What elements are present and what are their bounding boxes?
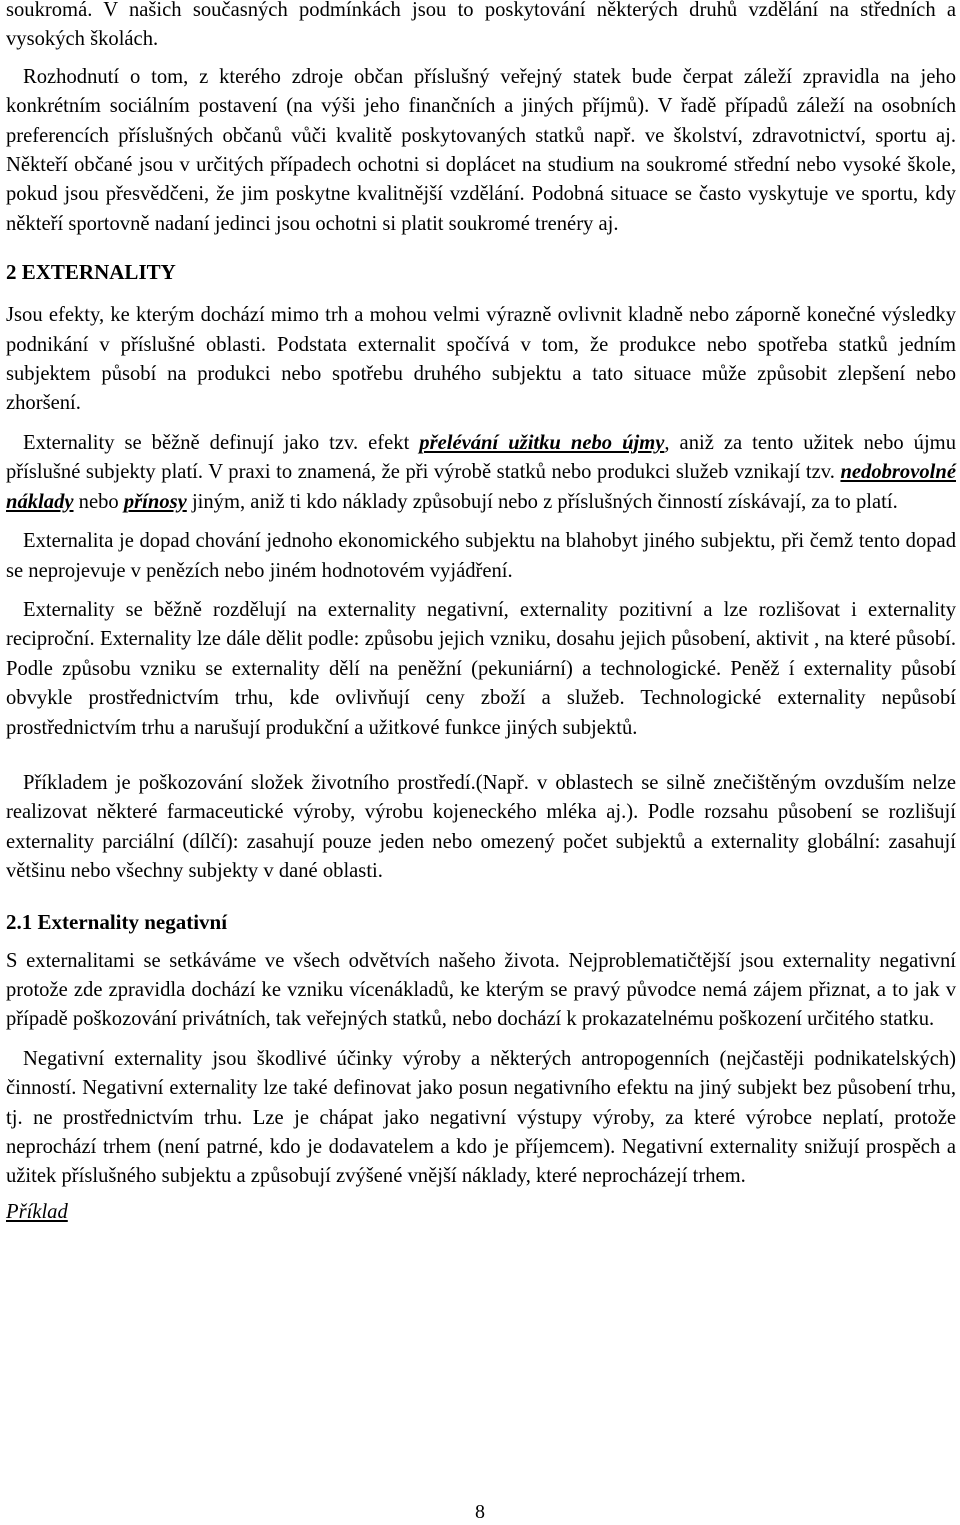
example-label (6, 1198, 956, 1227)
emphasis-spillover: přelévání užitku nebo újmy (419, 431, 665, 454)
document-page (6, 0, 956, 1227)
subsection-heading-negative: 2.1 Externality negativní (6, 909, 228, 934)
example-link-text: Příklad (6, 1200, 68, 1223)
paragraph-externality-types: Externality se běžně rozdělují na externality negativní, externality pozitivní a lze rozlišovat i externality reciproční. Externality lze dále dělit podle: způsobu jejich vzniku, dosahu jejich působení, aktivit , na které působí. Podle způsobu vzniku se externality dělí na peněžní (pekuniární) a technologické. Peněž í externality působí obvykle prostřednictvím trhu, kde ovlivňují ceny zboží a služeb. Technologické externality nepůsobí prostřednictvím trhu a narušují produkční a užitkové funkce jiných subjektů. (6, 598, 956, 739)
paragraph-externality-definition: Jsou efekty, ke kterým dochází mimo trh a mohou velmi výrazně ovlivnit kladně nebo záporně konečné výsledky podnikání v příslušné oblasti. Podstata externalit spočívá v tom, že produkce nebo spotřeba statků jedním subjektem působí na produkci nebo spotřebu druhého subjektu a tato situace může způsobit zlepšení nebo zhoršení. (6, 304, 956, 415)
emphasis-benefits: přínosy (123, 490, 187, 513)
text-span: , aniž za tento užitek nebo újmu příslušné subjekty platí. V praxi to znamená, že při výrobě statků nebo produkci služeb vznikají tzv. (6, 431, 956, 484)
text-span: nebo (73, 490, 124, 513)
paragraph-intro: soukromá. V našich současných podmínkách jsou to poskytování některých druhů vzdělání na středních a vysokých školách. (6, 0, 956, 51)
paragraph-negative-definition: Negativní externality jsou škodlivé účinky výroby a některých antropogenních (nejčastěji podnikatelských) činností. Negativní externality lze také definovat jako posun negativního efektu na jiný subjekt bez působení trhu, tj. ne prostřednictvím trhu. Lze je chápat jako negativní výstupy výroby, za které výrobce neplatí, protože neprochází trhem (není patrné, kdo je dodavatelem a kdo je příjemcem). Negativní externality snižují prospěch a užitek příslušného subjektu a způsobují zvýšené vnější náklady, které neprocházejí trhem. (6, 1047, 956, 1188)
page-number: 8 (475, 1501, 485, 1523)
paragraph-spillover (6, 429, 956, 517)
paragraph-negative-intro: S externalitami se setkáváme ve všech odvětvích našeho života. Nejproblematičtější jsou externality negativní protože zde zpravidla dochází ke vzniku vícenákladů, ke kterým se pravý původce nemá zájem přiznat, a to jak v případě poškozování privátních, tak veřejných statků, nebo dochází k prokazatelnému poškození určitého statku. (6, 949, 956, 1031)
paragraph-source-choice: Rozhodnutí o tom, z kterého zdroje občan příslušný veřejný statek bude čerpat záleží zpravidla na jeho konkrétním sociálním postavení (na výši jeho finančních a jiných příjmů). V řadě případů záleží na osobních preferencích příslušných občanů vůči kvalitě poskytovaných statků např. ve školství, zdravotnictví, sportu aj. Někteří občané jsou v určitých případech ochotni si doplácet na studium na soukromé střední nebo vysoké škole, pokud jsou přesvědčeni, že jim poskytne kvalitnější vzdělání. Podobná situace se často vyskytuje ve sportu, kdy někteří sportovně nadaní jedinci jsou ochotni si platit soukromé trenéry aj. (6, 65, 956, 235)
text-span: Externality se běžně definují jako tzv. efekt (23, 431, 420, 454)
section-heading-externality: 2 EXTERNALITY (6, 260, 176, 285)
paragraph-externality-impact: Externalita je dopad chování jednoho ekonomického subjektu na blahobyt jiného subjektu, při čemž tento dopad se neprojevuje v penězích nebo jiném hodnotovém vyjádření. (6, 530, 956, 582)
text-span: jiným, aniž ti kdo náklady způsobují nebo z příslušných činností získávají, za to platí. (186, 490, 898, 513)
paragraph-example-environment: Příkladem je poškozování složek životního prostředí.(Např. v oblastech se silně znečištěným ovzduším nelze realizovat některé farmaceutické výroby, výrobu kojeneckého mléka aj.). Podle rozsahu působení se rozlišují externality parciální (dílčí): zasahují pouze jeden nebo omezený počet subjektů a externality globální: zasahují většinu nebo všechny subjekty v dané oblasti. (6, 771, 956, 883)
emphasis-involuntary-costs: nedobrovolné náklady (6, 461, 956, 513)
